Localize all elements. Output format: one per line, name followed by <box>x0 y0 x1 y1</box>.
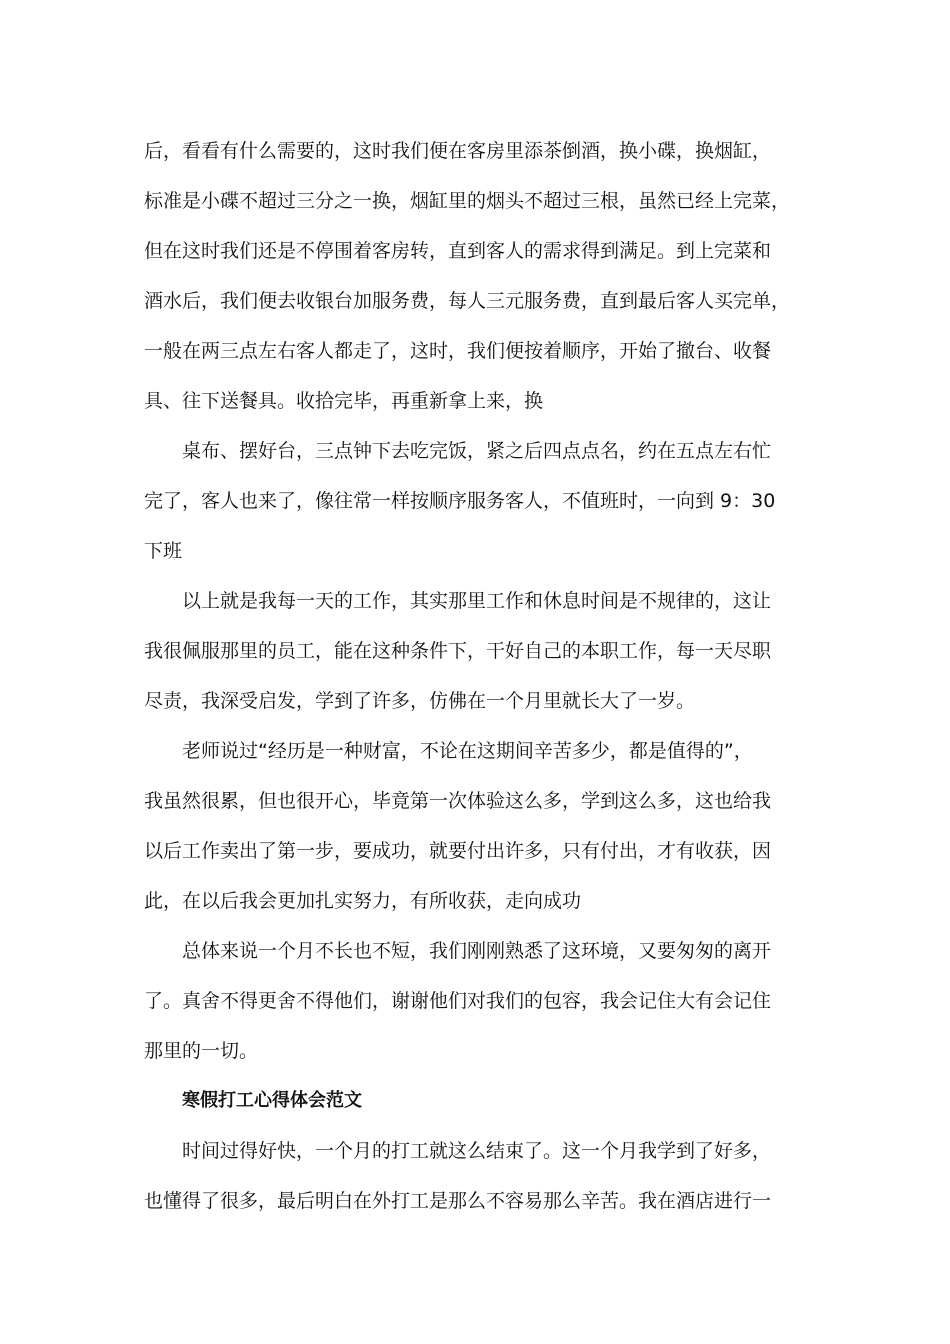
text-line: 老师说过“经历是一种财富，不论在这期间辛苦多少，都是值得的”， <box>182 740 753 762</box>
text-line: 我虽然很累，但也很开心，毕竟第一次体验这么多，学到这么多，这也给我 <box>144 790 772 812</box>
text-line: 完了，客人也来了，像往常一样按顺序服务客人，不值班时，一向到 9：30 <box>144 490 776 512</box>
text-line: 标准是小碟不超过三分之一换，烟缸里的烟头不超过三根，虽然已经上完菜， <box>144 190 791 212</box>
text-line: 桌布、摆好台，三点钟下去吃完饭，紧之后四点点名，约在五点左右忙 <box>182 440 772 462</box>
text-line: 尽责，我深受启发，学到了许多，仿佛在一个月里就长大了一岁。 <box>144 690 696 712</box>
text-line: 以后工作卖出了第一步，要成功，就要付出许多，只有付出，才有收获，因 <box>144 840 772 862</box>
text-line: 下班 <box>144 540 183 562</box>
text-line: 具、往下送餐具。收拾完毕，再重新拿上来，换 <box>144 390 544 412</box>
text-line: 酒水后，我们便去收银台加服务费，每人三元服务费，直到最后客人买完单， <box>144 290 791 312</box>
text-line: 也懂得了很多，最后明白在外打工是那么不容易那么辛苦。我在酒店进行一 <box>144 1190 772 1212</box>
text-line: 我很佩服那里的员工，能在这种条件下，干好自己的本职工作，每一天尽职 <box>144 640 772 662</box>
text-line: 时间过得好快，一个月的打工就这么结束了。这一个月我学到了好多， <box>182 1140 772 1162</box>
text-line: 以上就是我每一天的工作，其实那里工作和休息时间是不规律的，这让 <box>182 590 772 612</box>
text-line: 那里的一切。 <box>144 1040 259 1062</box>
text-line: 此，在以后我会更加扎实努力，有所收获，走向成功 <box>144 890 582 912</box>
text-line: 一般在两三点左右客人都走了，这时，我们便按着顺序，开始了撤台、收餐 <box>144 340 772 362</box>
text-line: 后，看看有什么需要的，这时我们便在客房里添茶倒酒，换小碟，换烟缸， <box>144 140 772 162</box>
text-line: 了。真舍不得更舍不得他们，谢谢他们对我们的包容，我会记住大有会记住 <box>144 990 772 1012</box>
document-body <box>144 126 794 1226</box>
section-heading: 寒假打工心得体会范文 <box>182 1090 362 1111</box>
text-line: 但在这时我们还是不停围着客房转，直到客人的需求得到满足。到上完菜和 <box>144 240 772 262</box>
text-line: 总体来说一个月不长也不短，我们刚刚熟悉了这环境，又要匆匆的离开 <box>182 940 772 962</box>
